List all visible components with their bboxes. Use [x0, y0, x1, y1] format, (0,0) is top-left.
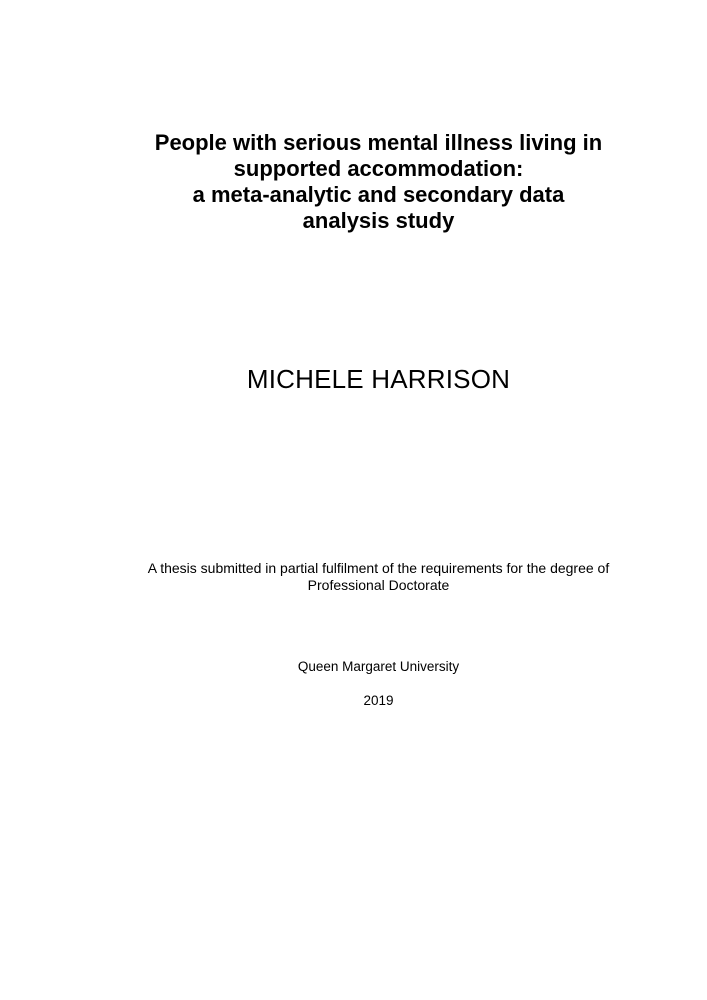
author-name: MICHELE HARRISON	[246, 364, 511, 394]
thesis-title-line-3: a meta-analytic and secondary data	[192, 182, 565, 207]
thesis-title-line-1: People with serious mental illness living in	[154, 130, 603, 155]
submission-year: 2019	[363, 693, 394, 708]
thesis-title-line-2: supported accommodation:	[233, 156, 524, 181]
thesis-title-line-4: analysis study	[302, 208, 455, 233]
thesis-title	[80, 130, 677, 234]
submission-statement-line-2: Professional Doctorate	[307, 577, 450, 593]
institution-name: Queen Margaret University	[297, 659, 460, 674]
submission-statement-line-1: A thesis submitted in partial fulfilment of the requirements for the degree of	[147, 560, 610, 576]
submission-statement	[80, 560, 677, 594]
